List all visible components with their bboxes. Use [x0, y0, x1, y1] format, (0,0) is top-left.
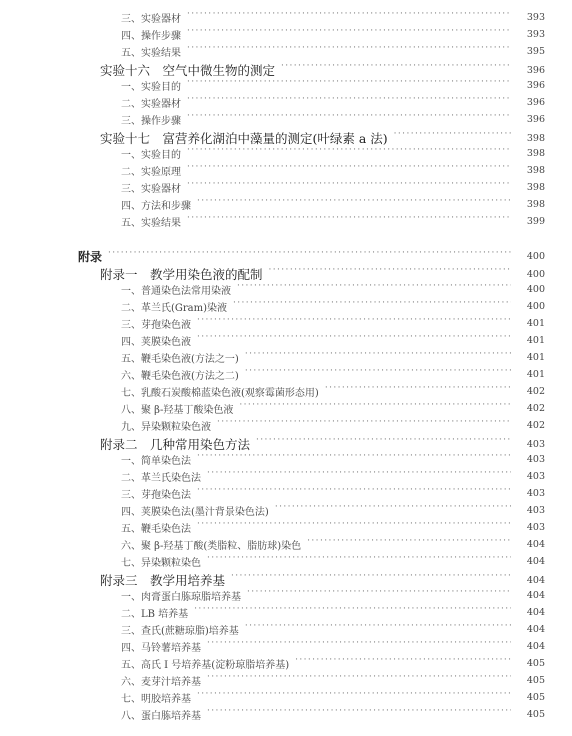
toc-section-entry [121, 707, 545, 722]
toc-section-entry [121, 520, 545, 535]
toc-entry-title: 五、高氏 I 号培养基(淀粉琼脂培养基) [121, 660, 290, 671]
toc-entry-title: 五、实验结果 [121, 48, 181, 59]
toc-entry-title: 五、实验结果 [121, 218, 181, 229]
dot-leader [231, 574, 511, 586]
toc-entry-title: 二、实验原理 [121, 167, 181, 178]
toc-page-number: 403 [526, 522, 545, 533]
toc-section-entry [121, 10, 545, 25]
dot-leader [197, 199, 511, 211]
dot-leader [281, 64, 511, 76]
toc-entry-title: 四、荚膜染色液 [121, 337, 191, 348]
toc-page-number: 400 [526, 284, 545, 295]
toc-section-entry [121, 401, 545, 416]
dot-leader [207, 556, 511, 568]
toc-section-entry [121, 673, 545, 688]
toc-entry-title: 三、查氏(蔗糖琼脂)培养基 [121, 626, 239, 637]
toc-entry-title: 四、荚膜染色法(墨汁背景染色法) [121, 507, 269, 518]
toc-entry-title: 六、鞭毛染色液(方法之二) [121, 371, 239, 382]
toc-page-number: 398 [526, 182, 545, 193]
toc-page-number: 393 [526, 29, 545, 40]
toc-section-entry [121, 418, 545, 433]
toc-page-number: 398 [526, 132, 545, 144]
toc-chapter-entry [100, 435, 545, 453]
toc-chapter-entry [100, 129, 545, 147]
toc-section-entry [121, 180, 545, 195]
toc-page-number: 402 [526, 386, 545, 397]
toc-section-entry [121, 316, 545, 331]
dot-leader [207, 709, 511, 721]
toc-page-number: 393 [526, 12, 545, 23]
toc-section-entry [121, 605, 545, 620]
toc-chapter-entry [100, 61, 545, 79]
toc-entry-title: 七、异染颗粒染色 [121, 558, 201, 569]
toc-entry-title: 二、革兰氏染色法 [121, 473, 201, 484]
dot-leader [187, 165, 511, 177]
dot-leader [187, 29, 511, 41]
toc-page-number: 399 [526, 216, 545, 227]
toc-entry-title: 七、乳酸石炭酸棉蓝染色液(观察霉菌形态用) [121, 388, 319, 399]
dot-leader [197, 522, 511, 534]
toc-page-number: 404 [526, 607, 545, 618]
toc-entry-title: 八、聚 β-羟基丁酸染色液 [121, 405, 234, 416]
toc-entry-title: 三、芽孢染色液 [121, 320, 191, 331]
dot-leader [207, 675, 511, 687]
toc-page-number: 401 [526, 318, 545, 329]
dot-leader [245, 369, 511, 381]
dot-leader [187, 216, 511, 228]
toc-section-entry [121, 554, 545, 569]
toc-section-entry [121, 452, 545, 467]
toc-section-entry [121, 78, 545, 93]
toc-section-entry [121, 112, 545, 127]
dot-leader [247, 590, 511, 602]
toc-entry-title: 五、鞭毛染色法 [121, 524, 191, 535]
toc-entry-title: 三、实验器材 [121, 14, 181, 25]
toc-page-number: 400 [526, 268, 545, 280]
toc-section-entry [121, 690, 545, 705]
toc-section-entry [121, 163, 545, 178]
toc-page-number: 405 [526, 709, 545, 720]
toc-entry-title: 附录三 教学用培养基 [100, 573, 226, 588]
toc-entry-title: 三、操作步骤 [121, 116, 181, 127]
toc-page-number: 401 [526, 335, 545, 346]
dot-leader [207, 471, 511, 483]
toc-page-number: 403 [526, 471, 545, 482]
toc-entry-title: 七、明胶培养基 [121, 694, 191, 705]
dot-leader [194, 607, 511, 619]
dot-leader [233, 301, 511, 313]
toc-page-number: 398 [526, 199, 545, 210]
dot-leader [108, 251, 511, 263]
dot-leader [187, 182, 511, 194]
toc-section-entry [121, 622, 545, 637]
toc-page-number: 404 [526, 641, 545, 652]
toc-page-number: 403 [526, 438, 545, 450]
dot-leader [217, 420, 511, 432]
toc-section-entry [121, 44, 545, 59]
toc-entry-title: 附录二 几种常用染色方法 [100, 437, 251, 452]
toc-section-entry [121, 214, 545, 229]
toc-page-number: 405 [526, 675, 545, 686]
toc-entry-title: 一、实验目的 [121, 82, 181, 93]
dot-leader [187, 148, 511, 160]
toc-section-entry [121, 333, 545, 348]
dot-leader [269, 268, 511, 280]
toc-entry-title: 实验十六 空气中微生物的测定 [100, 63, 276, 78]
toc-page-number: 400 [526, 301, 545, 312]
toc-entry-title: 四、方法和步骤 [121, 201, 191, 212]
toc-entry-title: 附录 [78, 250, 103, 264]
toc-entry-title: 一、普通染色法常用染液 [121, 286, 231, 297]
toc-section-entry [121, 27, 545, 42]
dot-leader [197, 318, 511, 330]
toc-entry-title: 实验十七 富营养化湖泊中藻量的测定(叶绿素 a 法) [100, 131, 388, 146]
toc-entry-title: 二、LB 培养基 [121, 609, 189, 620]
toc-section-entry [121, 486, 545, 501]
dot-leader [307, 539, 511, 551]
dot-leader [256, 438, 511, 450]
toc-entry-title: 三、芽孢染色法 [121, 490, 191, 501]
toc-entry-title: 二、革兰氏(Gram)染液 [121, 303, 228, 314]
toc-page-number: 405 [526, 658, 545, 669]
dot-leader [275, 505, 511, 517]
toc-page-number: 400 [526, 251, 545, 262]
toc-section-entry [121, 367, 545, 382]
toc-page-number: 402 [526, 420, 545, 431]
toc-page-number: 402 [526, 403, 545, 414]
toc-section-entry [121, 350, 545, 365]
toc-page-number: 401 [526, 352, 545, 363]
dot-leader [197, 692, 511, 704]
toc-entry-title: 八、蛋白胨培养基 [121, 711, 201, 722]
dot-leader [295, 658, 511, 670]
dot-leader [187, 97, 511, 109]
toc-section-entry [121, 384, 545, 399]
toc-entry-title: 五、鞭毛染色液(方法之一) [121, 354, 239, 365]
toc-part-heading [78, 248, 545, 265]
toc-section-entry [121, 197, 545, 212]
toc-entry-title: 二、实验器材 [121, 99, 181, 110]
toc-page-number: 398 [526, 165, 545, 176]
toc-entry-title: 六、麦芽汁培养基 [121, 677, 201, 688]
toc-entry-title: 六、聚 β-羟基丁酸(类脂粒、脂肪球)染色 [121, 541, 302, 552]
dot-leader [187, 46, 511, 58]
dot-leader [239, 403, 511, 415]
toc-entry-title: 一、实验目的 [121, 150, 181, 161]
toc-page-number: 404 [526, 556, 545, 567]
dot-leader [207, 641, 511, 653]
dot-leader [197, 454, 511, 466]
toc-section-entry [121, 588, 545, 603]
toc-entry-title: 一、简单染色法 [121, 456, 191, 467]
toc-entry-title: 九、异染颗粒染色液 [121, 422, 211, 433]
toc-page-number: 404 [526, 539, 545, 550]
toc-page-number: 404 [526, 574, 545, 586]
toc-entry-title: 一、肉膏蛋白胨琼脂培养基 [121, 592, 241, 603]
toc-entry-title: 附录一 教学用染色液的配制 [100, 267, 263, 282]
toc-page-number: 403 [526, 488, 545, 499]
toc-page-number: 396 [526, 80, 545, 91]
toc-section-entry [121, 146, 545, 161]
toc-entry-title: 三、实验器材 [121, 184, 181, 195]
toc-page-number: 404 [526, 590, 545, 601]
toc-page-number: 395 [526, 46, 545, 57]
dot-leader [187, 114, 511, 126]
dot-leader [245, 624, 511, 636]
toc-section-entry [121, 282, 545, 297]
toc-page-number: 404 [526, 624, 545, 635]
dot-leader [245, 352, 511, 364]
toc-section-entry [121, 656, 545, 671]
dot-leader [237, 284, 511, 296]
toc-page-number: 405 [526, 692, 545, 703]
toc-section-entry [121, 95, 545, 110]
toc-page-number: 396 [526, 97, 545, 108]
toc-page-number: 401 [526, 369, 545, 380]
dot-leader [197, 335, 511, 347]
toc-section-entry [121, 299, 545, 314]
toc-page-number: 403 [526, 454, 545, 465]
toc-section-entry [121, 639, 545, 654]
dot-leader [187, 80, 511, 92]
dot-leader [187, 12, 511, 24]
dot-leader [325, 386, 511, 398]
toc-section-entry [121, 537, 545, 552]
toc-page-number: 396 [526, 114, 545, 125]
toc-page-number: 396 [526, 64, 545, 76]
toc-entry-title: 四、马铃薯培养基 [121, 643, 201, 654]
toc-entry-title: 四、操作步骤 [121, 31, 181, 42]
toc-page-number: 398 [526, 148, 545, 159]
toc-section-entry [121, 469, 545, 484]
toc-section-entry [121, 503, 545, 518]
dot-leader [197, 488, 511, 500]
toc-chapter-entry [100, 571, 545, 589]
toc-page-number: 403 [526, 505, 545, 516]
dot-leader [394, 132, 511, 144]
toc-chapter-entry [100, 265, 545, 283]
